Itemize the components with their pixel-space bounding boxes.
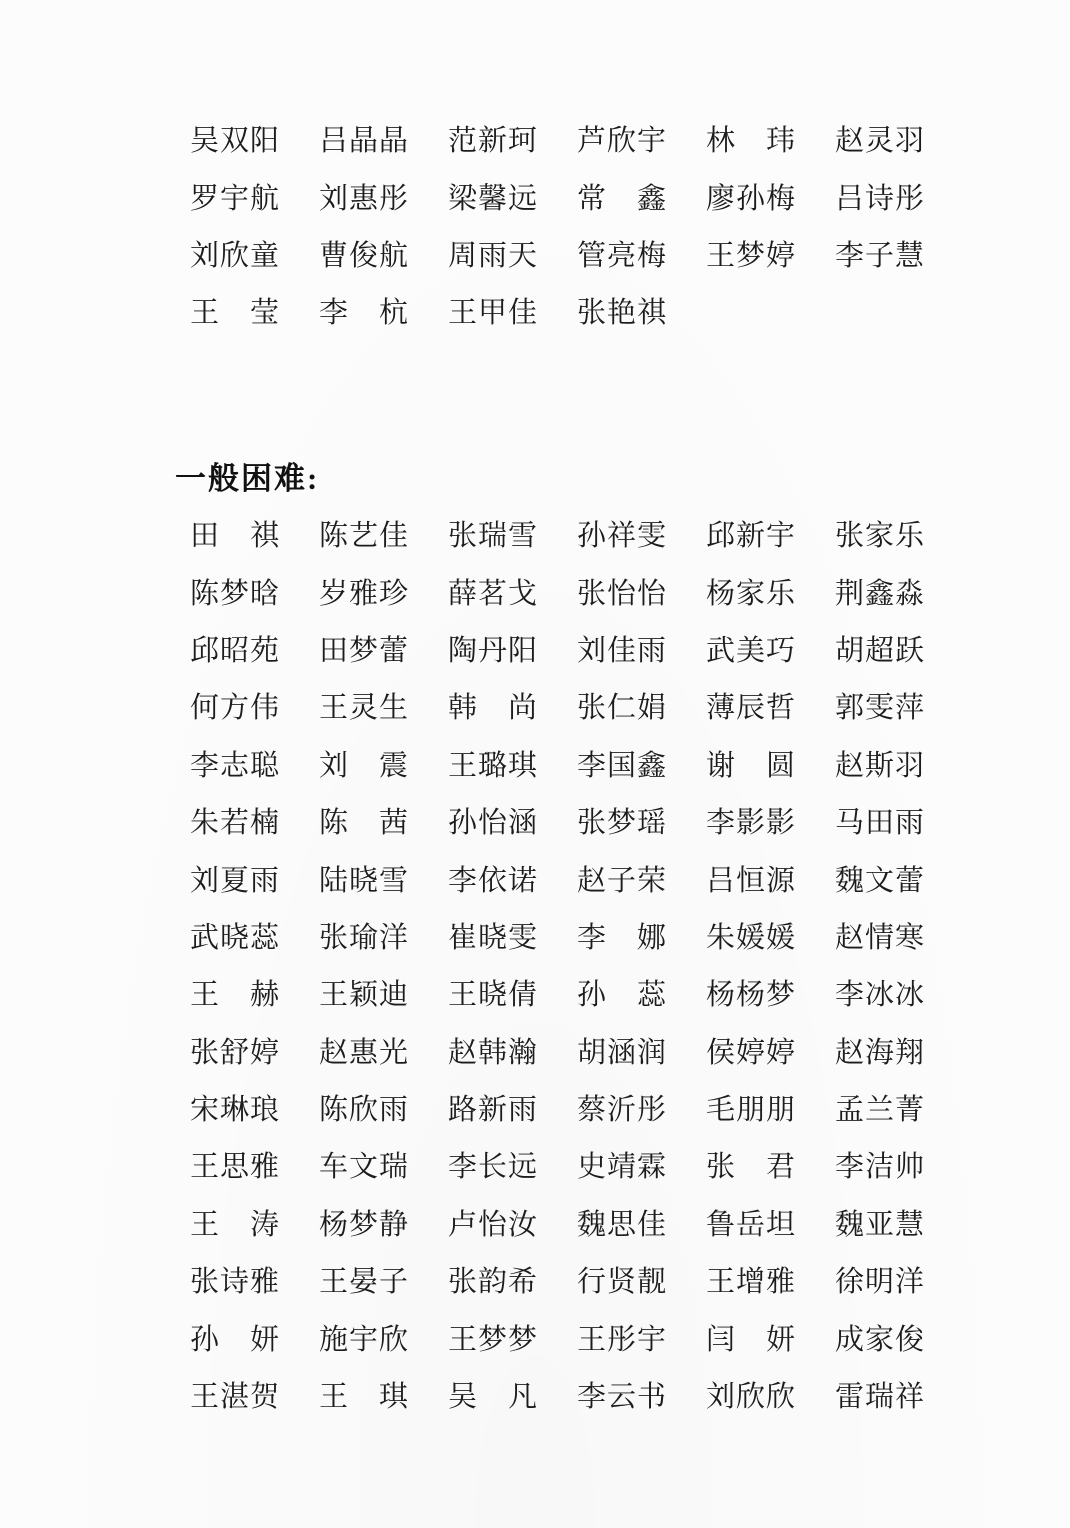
name-item: 陈梦晗 — [190, 577, 281, 610]
name-item: 吕晶晶 — [319, 125, 410, 158]
name-item: 赵海翔 — [835, 1036, 926, 1069]
name-item: 周雨天 — [448, 239, 539, 272]
name-item: 施宇欣 — [319, 1323, 410, 1356]
name-item: 成家俊 — [835, 1323, 926, 1356]
name-item: 李子慧 — [835, 239, 926, 272]
name-item: 赵斯羽 — [835, 749, 926, 782]
name-item: 赵灵羽 — [835, 125, 926, 158]
name-item: 孙祥雯 — [577, 520, 668, 553]
name-item: 刘佳雨 — [577, 634, 668, 667]
name-item: 王晓倩 — [448, 979, 539, 1012]
name-item: 陆晓雪 — [319, 864, 410, 897]
name-item: 刘夏雨 — [190, 864, 281, 897]
name-item: 卢怡汝 — [448, 1208, 539, 1241]
name-item: 邱昭苑 — [190, 634, 281, 667]
name-item: 王 莹 — [190, 297, 281, 330]
name-item: 崔晓雯 — [448, 921, 539, 954]
name-item: 宋琳琅 — [190, 1094, 281, 1127]
name-item: 张艳祺 — [577, 297, 668, 330]
name-item: 王 涛 — [190, 1208, 281, 1241]
name-item: 荆鑫淼 — [835, 577, 926, 610]
name-item: 李影影 — [706, 807, 797, 840]
name-item: 侯婷婷 — [706, 1036, 797, 1069]
name-item: 行贤靓 — [577, 1266, 668, 1299]
name-item: 王晏子 — [319, 1266, 410, 1299]
name-item: 陈欣雨 — [319, 1094, 410, 1127]
name-item: 马田雨 — [835, 807, 926, 840]
name-item: 赵子荣 — [577, 864, 668, 897]
name-item: 张瑜洋 — [319, 921, 410, 954]
name-item: 赵惠光 — [319, 1036, 410, 1069]
name-item: 吕恒源 — [706, 864, 797, 897]
name-item: 胡涵润 — [577, 1036, 668, 1069]
section-heading-general-difficulty: 一般困难: — [175, 461, 320, 496]
general-difficulty-name-list — [190, 508, 964, 1426]
name-item: 魏思佳 — [577, 1208, 668, 1241]
name-item: 王梦梦 — [448, 1323, 539, 1356]
name-item: 刘欣童 — [190, 239, 281, 272]
name-item: 范新珂 — [448, 125, 539, 158]
name-item: 廖孙梅 — [706, 182, 797, 215]
name-item: 陶丹阳 — [448, 634, 539, 667]
name-item: 孙 妍 — [190, 1323, 281, 1356]
name-item: 王思雅 — [190, 1151, 281, 1184]
name-item: 李国鑫 — [577, 749, 668, 782]
name-item: 张诗雅 — [190, 1266, 281, 1299]
name-item: 李长远 — [448, 1151, 539, 1184]
name-item: 王湛贺 — [190, 1381, 281, 1414]
name-item: 陈艺佳 — [319, 520, 410, 553]
name-item: 吴 凡 — [448, 1381, 539, 1414]
name-item: 武美巧 — [706, 634, 797, 667]
name-item: 王彤宇 — [577, 1323, 668, 1356]
name-item: 张仁娟 — [577, 692, 668, 725]
name-item: 鲁岳坦 — [706, 1208, 797, 1241]
name-item: 张梦瑶 — [577, 807, 668, 840]
name-item: 魏亚慧 — [835, 1208, 926, 1241]
name-item: 赵情寒 — [835, 921, 926, 954]
name-item: 胡超跃 — [835, 634, 926, 667]
name-item: 蔡沂彤 — [577, 1094, 668, 1127]
name-item: 岁雅珍 — [319, 577, 410, 610]
name-item: 闫 妍 — [706, 1323, 797, 1356]
name-item: 武晓蕊 — [190, 921, 281, 954]
name-item: 孙 蕊 — [577, 979, 668, 1012]
name-item: 谢 圆 — [706, 749, 797, 782]
name-item: 郭雯萍 — [835, 692, 926, 725]
name-item: 刘惠彤 — [319, 182, 410, 215]
name-item: 张 君 — [706, 1151, 797, 1184]
name-item: 孙怡涵 — [448, 807, 539, 840]
name-item: 王增雅 — [706, 1266, 797, 1299]
name-item: 张家乐 — [835, 520, 926, 553]
name-item: 徐明洋 — [835, 1266, 926, 1299]
name-item: 王璐琪 — [448, 749, 539, 782]
name-item: 李冰冰 — [835, 979, 926, 1012]
name-item: 刘 震 — [319, 749, 410, 782]
name-item: 王 赫 — [190, 979, 281, 1012]
name-item: 芦欣宇 — [577, 125, 668, 158]
name-item: 陈 茜 — [319, 807, 410, 840]
name-item: 刘欣欣 — [706, 1381, 797, 1414]
name-item: 李 杭 — [319, 297, 410, 330]
name-item: 何方伟 — [190, 692, 281, 725]
name-item: 常 鑫 — [577, 182, 668, 215]
name-item: 史靖霖 — [577, 1151, 668, 1184]
name-item: 李洁帅 — [835, 1151, 926, 1184]
name-item: 李云书 — [577, 1381, 668, 1414]
name-item: 李 娜 — [577, 921, 668, 954]
name-item: 韩 尚 — [448, 692, 539, 725]
name-item: 李依诺 — [448, 864, 539, 897]
name-item: 田梦蕾 — [319, 634, 410, 667]
name-item: 林 玮 — [706, 125, 797, 158]
name-item: 王灵生 — [319, 692, 410, 725]
name-item: 邱新宇 — [706, 520, 797, 553]
name-item: 管亮梅 — [577, 239, 668, 272]
name-item: 张怡怡 — [577, 577, 668, 610]
name-item: 薄辰哲 — [706, 692, 797, 725]
name-item: 朱媛媛 — [706, 921, 797, 954]
name-item: 朱若楠 — [190, 807, 281, 840]
name-item: 王梦婷 — [706, 239, 797, 272]
name-item: 车文瑞 — [319, 1151, 410, 1184]
top-name-list — [190, 113, 964, 343]
name-item: 薛茗戈 — [448, 577, 539, 610]
name-item: 王 琪 — [319, 1381, 410, 1414]
name-item: 王颖迪 — [319, 979, 410, 1012]
name-item: 雷瑞祥 — [835, 1381, 926, 1414]
name-item: 梁馨远 — [448, 182, 539, 215]
name-item: 路新雨 — [448, 1094, 539, 1127]
name-item: 王甲佳 — [448, 297, 539, 330]
name-item: 杨杨梦 — [706, 979, 797, 1012]
name-item: 罗宇航 — [190, 182, 281, 215]
name-item: 张瑞雪 — [448, 520, 539, 553]
name-item: 杨梦静 — [319, 1208, 410, 1241]
name-item: 吴双阳 — [190, 125, 281, 158]
name-item: 曹俊航 — [319, 239, 410, 272]
name-item: 赵韩瀚 — [448, 1036, 539, 1069]
name-item: 张舒婷 — [190, 1036, 281, 1069]
name-item: 魏文蕾 — [835, 864, 926, 897]
name-item: 李志聪 — [190, 749, 281, 782]
name-item: 毛朋朋 — [706, 1094, 797, 1127]
name-item: 吕诗彤 — [835, 182, 926, 215]
name-item: 孟兰菁 — [835, 1094, 926, 1127]
name-item: 张韵希 — [448, 1266, 539, 1299]
name-item: 杨家乐 — [706, 577, 797, 610]
name-item: 田 祺 — [190, 520, 281, 553]
